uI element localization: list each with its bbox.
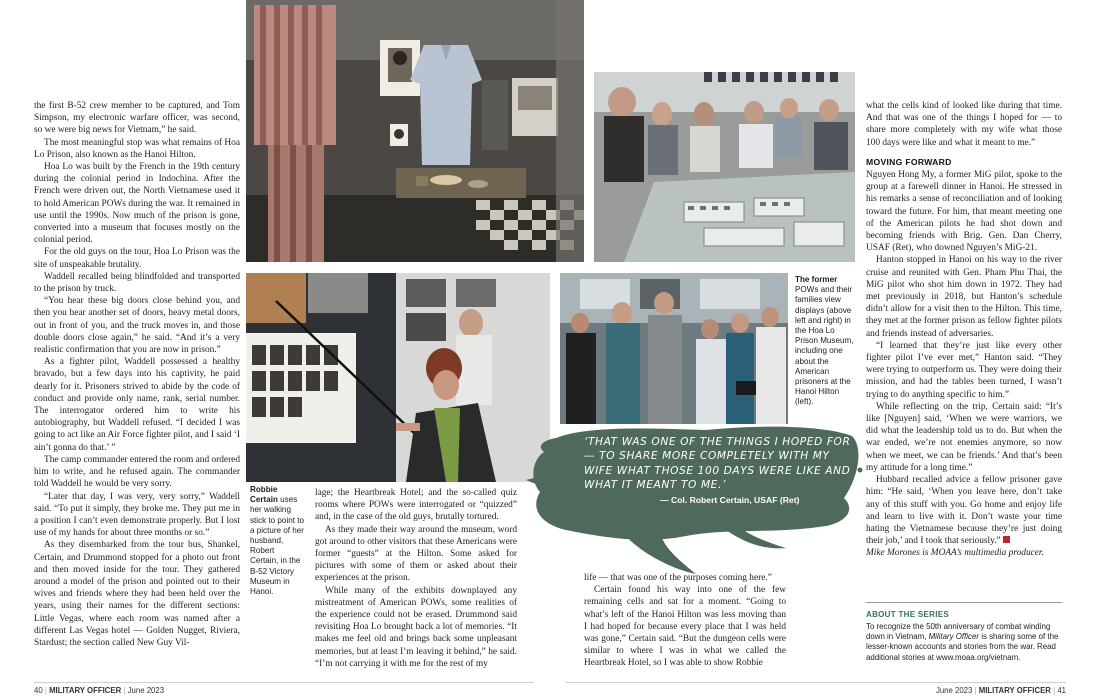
- paragraph: While many of the exhibits downplayed any mistreatment of American POWs, some realities of the experience could not be erased. Drummond said revisiting Hoa Lo brought back a lot of memories. “It makes me feel old and brings back some unpleasant memories, but at least I’m leaving it behind,” he said. “I’m not carrying it with me for the rest of my: [315, 585, 517, 669]
- page-number: 40: [34, 686, 43, 695]
- footer-left: 40 | MILITARY OFFICER | June 2023: [34, 686, 165, 695]
- paragraph: Hoa Lo was built by the French in the 19th century during the colonial period in Indochina. After the French were driven out, the North Vietnamese used it to hold American POWs during the war. It remained in use until the 1990s. Now much of the prison is gone, converted into a museum that focuses mostly on the colonial period.: [34, 162, 240, 246]
- paragraph: life — that was one of the purposes coming here.”: [584, 573, 772, 583]
- about-series-heading: ABOUT THE SERIES: [866, 610, 950, 619]
- paragraph: the first B-52 crew member to be captured, and Tom Simpson, my electronic warfare officer, was second, so we were big news for Vietnam,” he said.: [34, 101, 240, 136]
- museum-visitors-photo: [560, 273, 788, 424]
- paragraph: Waddell recalled being blindfolded and transported to the prison by truck.: [34, 271, 240, 295]
- robbie-photo-caption: [250, 485, 304, 597]
- section-heading: MOVING FORWARD: [866, 156, 952, 167]
- paragraph: Hanton stopped in Hanoi on his way to the river cruise and reunited with Gen. Pham Phu Thai, the MiG pilot who shot him down in 1972. They had met previously in 2018, but Hanton’s schedule didn’t allow for a visit then to the Hilton. This time, they met at the former prison as fellow fighter pilots and friends instead of adversaries.: [866, 255, 1062, 339]
- pull-quote-attribution: — Col. Robert Certain, USAF (Ret): [660, 495, 800, 505]
- paragraph: “You hear these big doors close behind you, and then you hear another set of doors, heavy metal doors, out in front of you, and the truck moves in, and those double doors close again,” he said. “And it’s a very realistic confirmation that you are now in prison.”: [34, 296, 240, 356]
- robbie-certain-photo: [246, 273, 550, 482]
- museum-uniforms-photo: [246, 0, 584, 262]
- caption-lead: Robbie Certain: [250, 485, 278, 505]
- paragraph: Nguyen Hong My, a former MiG pilot, spoke to the group at a farewell dinner in Hanoi. He stressed in his remarks a sense of reconciliation and of looking toward the future. For him, that meant meeting one of the American pilots he had shot down and becoming friends with Brig. Gen. Dan Cherry, USAF (Ret), who downed Nguyen’s MiG-21.: [866, 170, 1062, 254]
- prison-model-group-image: [594, 72, 855, 262]
- paragraph: The most meaningful stop was what remains of Hoa Lo Prison, also known as the Hanoi Hilton.: [34, 137, 240, 160]
- magazine-name: MILITARY OFFICER: [978, 686, 1051, 695]
- paragraph: As they disembarked from the tour bus, Shankel, Certain, and Drummond stopped for a photo out front and then moved inside for the tour. They gathered around a model of the prison and pointed out to their wives and friends where they had been held over the years, using their names for the different sections: Little Vegas, where each room was named after a different Las Vegas hotel — Golden Nugget, Riviera, Stardust; the section called New Guy Vil-: [34, 540, 240, 648]
- footer-right: June 2023 | MILITARY OFFICER | 41: [935, 686, 1066, 695]
- paragraph: Certain found his way into one of the few remaining cells and sat for a moment. “Going to what’s left of the Hanoi Hilton was less moving than I had hoped for because every place that I was held was gone,” Certain said. “But the dungeon cells were similar to where I was in what we called the Heartbreak Hotel, so I was able to show Robbie: [584, 585, 786, 669]
- page-number: 41: [1057, 686, 1066, 695]
- caption-lead: The former: [795, 275, 838, 284]
- publication-name: Military Officer: [928, 632, 979, 642]
- caption-text: POWs and their families view displays (above left and right) in the Hoa Lo Prison Museum, including one about the American prisoners at the Hanoi Hilton (left).: [795, 285, 854, 407]
- prison-model-group-photo: [594, 72, 855, 262]
- paragraph: “Later that day, I was very, very sorry,” Waddell said. “To put it simply, they broke me. They put me in a position I can’t even demonstrate properly. But I lost use of my hands for about three months or so.”: [34, 491, 240, 539]
- footer-rule-left: [34, 682, 534, 683]
- paragraph-text: Hubbard recalled advice a fellow prisoner gave him: “He said, ‘When you leave here, don’t take any of this stuff with you. Go home and enjoy life and learn to live with it. Don’t waste your time hating the Vietnamese because they’re just doing their job,’ and I took that seriously.”: [866, 475, 1062, 547]
- end-mark-icon: [1003, 536, 1010, 543]
- pull-quote-text: ‘THAT WAS ONE OF THE THINGS I HOPED FOR — TO SHARE MORE COMPLETELY WITH MY WIFE WHAT THOSE 100 DAYS WERE LIKE AND WHAT IT MEANT TO ME.’: [584, 436, 851, 492]
- museum-visitors-image: [560, 273, 788, 424]
- paragraph: “I learned that they’re just like every other fighter pilot I’ve ever met,” Hanton said. “They were trying to outperform us. They were doing their mission, and had the tables been turned, I wasn’t trying to do anything specific to him.”: [866, 340, 1062, 400]
- footer-rule-right: [566, 682, 1066, 683]
- article-column-4-top: [866, 100, 1062, 560]
- museum-uniforms-image: [246, 0, 584, 262]
- about-series-text: [866, 622, 1062, 663]
- issue-date: June 2023: [127, 686, 165, 695]
- article-column-3: [584, 572, 786, 670]
- article-column-2: [315, 487, 517, 670]
- former-pows-caption: [795, 275, 859, 408]
- issue-date: June 2023: [935, 686, 973, 695]
- robbie-certain-image: [246, 273, 550, 482]
- paragraph: As a fighter pilot, Waddell possessed a healthy bravado, but a few days into his captivity, he paid dearly for it. Prisoners strived to abide by the code of conduct and provide only name, rank, serial number. The interrogator ordered him to write his autobiography, but Waddell refused. “I decided I was going to act like an Air Force fighter pilot, and I said ‘I ain’t gonna do that.’ ”: [34, 357, 240, 453]
- caption-text: uses her walking stick to point to a picture of her husband, Robert Certain, in the B-52 Victory Museum in Hanoi.: [250, 495, 304, 597]
- paragraph: what the cells kind of looked like during that time. And that was one of the things I hoped for — to share more completely with my wife what those 100 days were like and what it meant to me.”: [866, 101, 1062, 148]
- author-byline: Mike Morones is MOAA’s multimedia producer.: [866, 548, 1044, 559]
- series-text-part: To recognize the 50th anniversary of combat winding down in Vietnam,: [866, 622, 1051, 642]
- paragraph: As they made their way around the museum, word got around to other visitors that these Americans were former “guests” at the Hilton. Some asked for pictures with some of them or asked about their experiences at the prison.: [315, 524, 517, 584]
- paragraph: The camp commander entered the room and ordered him to write, and he refused again. The commander told Waddell he would be very sorry.: [34, 454, 240, 490]
- paragraph: lage; the Heartbreak Hotel; and the so-called quiz rooms where POWs were interrogated or “quizzed” and, in the case of the old guys, brutally tortured.: [315, 488, 517, 523]
- article-column-1: [34, 100, 240, 649]
- paragraph: For the old guys on the tour, Hoa Lo Prison was the site of unspeakable brutality.: [34, 247, 240, 270]
- paragraph: [866, 474, 1062, 547]
- magazine-name: MILITARY OFFICER: [49, 686, 122, 695]
- series-text-part: is sharing some of the lesser-known accounts and stories from the war. Read additional stories at www.moaa.org/vietnam.: [866, 632, 1059, 662]
- paragraph: While reflecting on the trip, Certain said: “It’s like [Nguyen] said, ‘When we were warriors, we did what the leadership told us to do. But when the war ended, we’re not enemies anymore, so now when we meet, we can be friends.’ And that’s been my attitude for a long time.”: [866, 401, 1062, 473]
- about-series-box: [866, 603, 1062, 663]
